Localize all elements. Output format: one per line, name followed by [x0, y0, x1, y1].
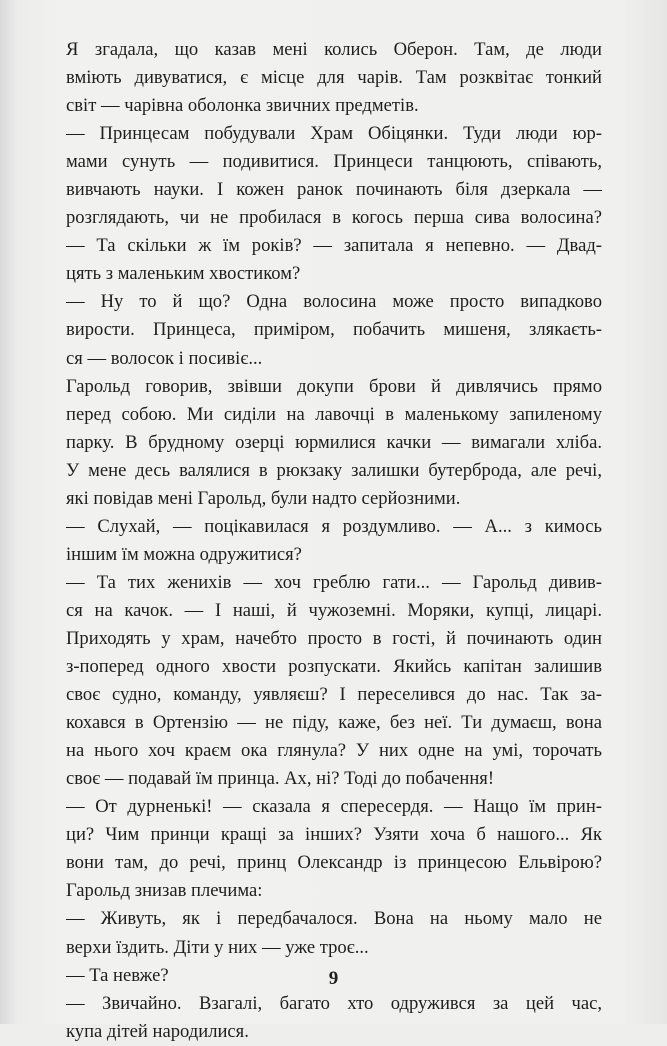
text-line: своє — подавай їм принца. Ах, ні? Тоді до побачення! [66, 768, 495, 790]
text-line: вміють дивуватися, є місце для чарів. Там розквітає тонкий [66, 67, 602, 89]
text-line: У мене десь валялися в рюкзаку залишки бутерброда, але речі, [66, 459, 602, 481]
text-line: мами сунуть — подивитися. Принцеси танцюють, співають, [66, 151, 602, 173]
text-line: цять з маленьким хвостиком? [66, 263, 301, 285]
text-line: купа дітей народилися. [66, 1020, 249, 1042]
text-line: ци? Чим принци кращі за інших? Узяти хоча б нашого... Як [66, 824, 602, 846]
text-line: Гарольд говорив, звівши докупи брови й дивлячись прямо [66, 375, 602, 397]
text-line: перед собою. Ми сиділи на лавочці в маленькому запиленому [66, 403, 602, 425]
text-line: — Та невже? [66, 964, 169, 986]
text-line: верхи їздить. Діти у них — уже троє... [66, 936, 369, 958]
text-line: — Та скільки ж їм років? — запитала я непевно. — Двад- [66, 235, 602, 257]
text-line: — Слухай, — поцікавилася я роздумливо. — А... з кимось [66, 515, 602, 537]
text-line: які повідав мені Гарольд, були надто серйозними. [66, 487, 461, 509]
text-line: Приходять у храм, начебто просто в гості, й починають один [66, 627, 602, 649]
text-line: ся на качок. — І наші, й чужоземні. Моряки, купці, лицарі. [66, 599, 602, 621]
text-line: ся — волосок і посивіє... [66, 347, 263, 369]
text-line: — Живуть, як і передбачалося. Вона на ньому мало не [66, 908, 602, 930]
body-text [66, 36, 602, 1046]
text-line: Гарольд знизав плечима: [66, 880, 263, 902]
text-line: на нього хоч краєм ока глянула? У них одне на умі, торочать [66, 740, 602, 762]
text-line: світ — чарівна оболонка звичних предметів. [66, 95, 419, 117]
page-number: 9 [328, 968, 339, 989]
text-line: парку. В брудному озерці юрмилися качки — вимагали хліба. [66, 431, 602, 453]
text-line: вони там, до речі, принц Олександр із принцесою Ельвірою? [66, 852, 602, 874]
text-line: — Ну то й що? Одна волосина може просто випадково [66, 291, 602, 313]
text-line: іншим їм можна одружитися? [66, 543, 302, 565]
text-line: вивчають науки. І кожен ранок починають біля дзеркала — [66, 179, 602, 201]
text-line: Я згадала, що казав мені колись Оберон. Там, де люди [66, 39, 602, 60]
text-line: своє судно, команду, уявляєш? І переселився до нас. Так за- [66, 684, 602, 706]
text-line: з-поперед одного хвости розпускати. Якийсь капітан залишив [66, 656, 602, 678]
text-line: — Звичайно. Взагалі, багато хто одружився за цей час, [66, 992, 602, 1014]
text-line: — Та тих женихів — хоч греблю гати... — Гарольд дивив- [66, 571, 602, 593]
text-line: кохався в Ортензію — не піду, каже, без неї. Ти думаєш, вона [66, 712, 602, 734]
text-line: — Принцесам побудували Храм Обіцянки. Туди люди юр- [66, 123, 602, 145]
text-line: розглядають, чи не пробилася в когось перша сива волосина? [66, 207, 602, 229]
text-line: вирости. Принцеса, приміром, побачить мишеня, злякаєть- [66, 319, 602, 341]
text-line: — От дурненькі! — сказала я спересердя. — Нащо їм прин- [66, 796, 602, 818]
